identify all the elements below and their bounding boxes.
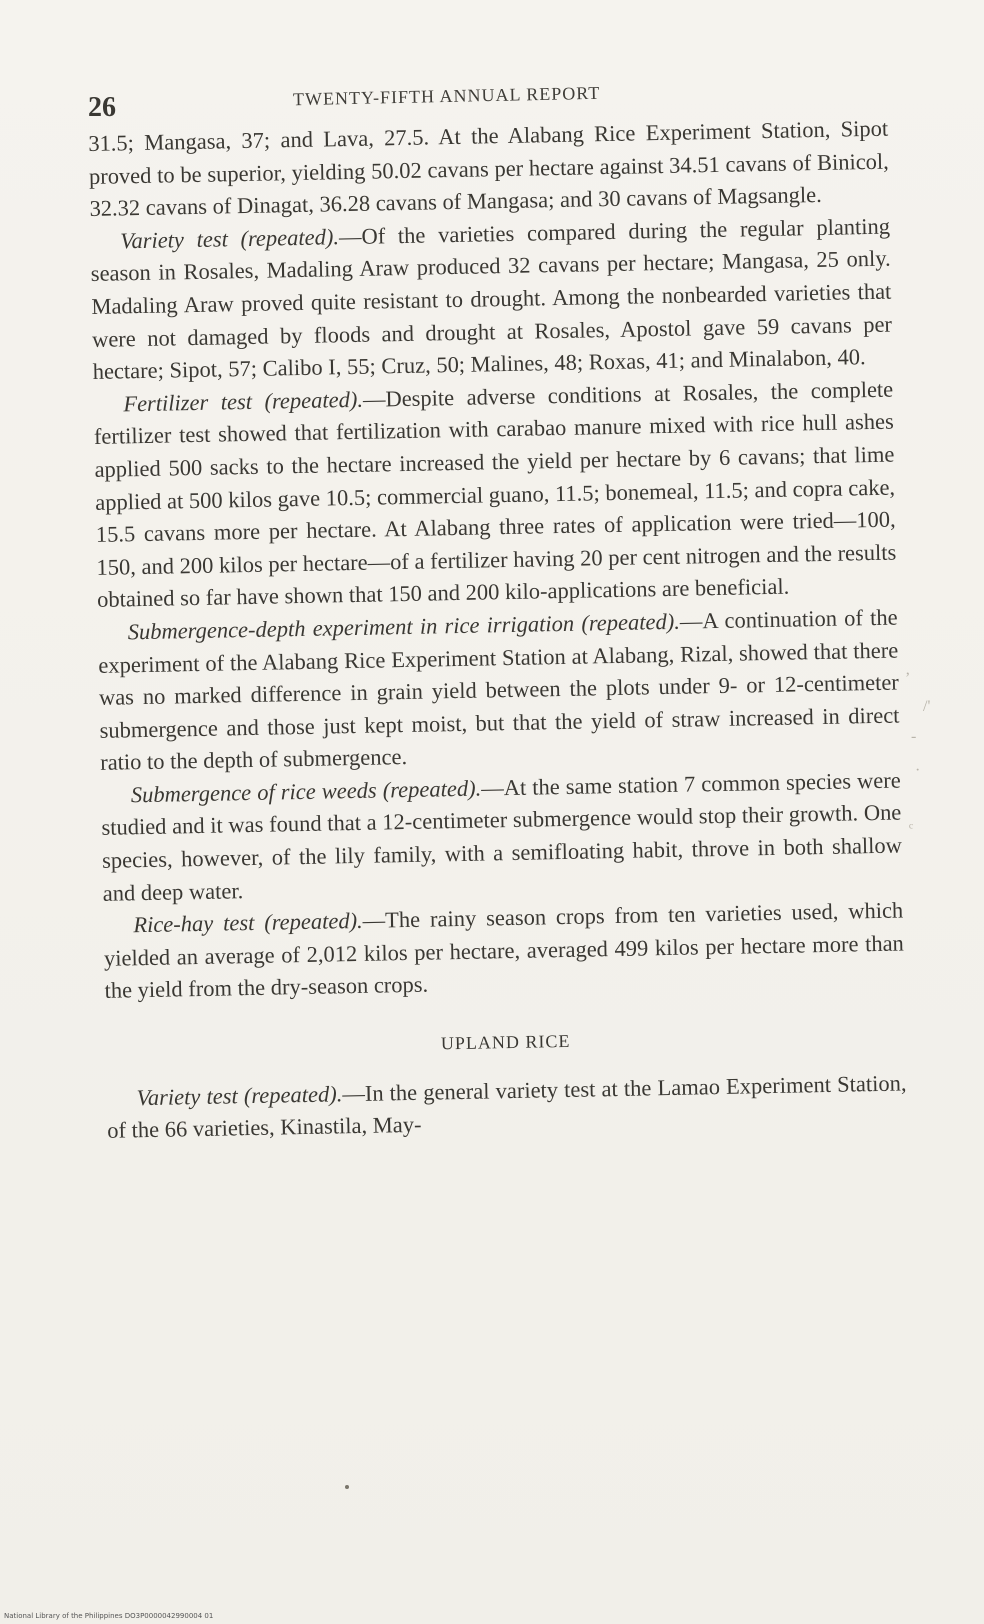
paragraph-text: —Despite adverse conditions at Rosales, the complete fertilizer test showed that fertilization with carabao manure mixed with rice hull ashes applied 500 sacks to the hectare increased the yield per hectare by 6 cavans; that lime applied at 500 kilos gave 10.5; commercial guano, 11.5; bonemeal, 11.5; and copra cake, 15.5 cavans more per hectare. At Alabang three rates of application were tried—100, 150, and 200 kilos per hectare—of a fertilizer having 20 per cent nitrogen and the results obtained so far have shown that 150 and 200 kilo-applications are beneficial. xyxy=(93,376,897,613)
paragraph-submergence-depth xyxy=(97,601,900,779)
running-head: TWENTY-FIFTH ANNUAL REPORT xyxy=(292,82,601,110)
paragraph-lead: Fertilizer test (repeated). xyxy=(123,386,364,417)
scanned-page: 26 TWENTY-FIFTH ANNUAL REPORT 31.5; Mangasa, 37; and Lava, 27.5. At the Alabang Rice Experiment Station, Sipot proved to be superior, yielding 50.02 cavans per hectare against 34.51 cavans of Binicol, 32.32 cavans of Dinagat, 36.28 cavans of Mangasa; and 30 cavans of Magsangle. Variety test (repeated).—Of the varieties compared during the regular planting season in Rosales, Madaling Araw produced 32 cavans per hectare; Mangasa, 25 only. Madaling Araw proved quite resistant to drought. Among the nonbearded varieties that were not damaged by floods and drought at Rosales, Apostol gave 59 cavans per hectare; Sipot, 57; Calibo I, 55; Cruz, 50; Malines, 48; Roxas, 41; and Minalabon, 40. Fertilizer test (repeated).—Despite adverse conditions at Rosales, the complete fertilizer test showed that fertilization with carabao manure mixed with rice hull ashes applied 500 sacks to the hectare increased the yield per hectare by 6 cavans; that lime applied at 500 kilos gave 10.5; commercial guano, 11.5; bonemeal, 11.5; and copra cake, 15.5 cavans more per hectare. At Alabang three rates of application were tried—100, 150, and 200 kilos per hectare—of a fertilizer having 20 per cent nitrogen and the results obtained so far have shown that 150 and 200 kilo-applications are beneficial. Submergence-depth experiment in rice irrigation (repeated).—A continuation of the experiment of the Alabang Rice Experiment Station at Alabang, Rizal, showed that there was no marked difference in grain yield between the plots under 9- or 12-centimeter submergence and those just kept moist, but that the yield of straw increased in direct ratio to the depth of submergence. Submergence of rice weeds (repeated).—At the same station 7 common species were studied and it was found that a 12-centimeter submergence would stop their growth. One species, however, of the lily family, with a semifloating habit, throve in both shallow and deep water. Rice-hay test (repeated).—The rainy season crops from ten varieties used, which yielded an average of 2,012 kilos per hectare, averaged 499 kilos per hectare more than the yield from the dry-season crops. UPLAND RICE Variety test (repeated).—In the general variety test at the Lamao Experiment Station, of the 66 varieties, Kinastila, May- ʼ /' ‐ · ᶜ National Library of the Philippines DO3P0000042990004 01 xyxy=(0,0,984,1624)
paragraph-text: —A continuation of the experiment of the Alabang Rice Experiment Station at Alabang, Rizal, showed that there was no marked difference in grain yield between the plots under 9- or 12-centimeter submergence and those just kept moist, but that the yield of straw increased in direct ratio to the depth of submergence. xyxy=(98,604,900,776)
paragraph-upland-variety-test xyxy=(106,1067,907,1148)
paragraph-lead: Variety test (repeated). xyxy=(119,223,340,254)
paragraph-rice-hay xyxy=(103,895,905,1008)
paragraph-text: —Of the varieties compared during the regular planting season in Rosales, Madaling Araw produced 32 cavans per hectare; Mangasa, 25 only. Madaling Araw proved quite resistant to drought. Among the nonbearded varieties that were not damaged by floods and drought at Rosales, Apostol gave 59 cavans per hectare; Sipot, 57; Calibo I, 55; Cruz, 50; Malines, 48; Roxas, 41; and Minalabon, 40. xyxy=(90,213,893,385)
paragraph-text: 31.5; Mangasa, 37; and Lava, 27.5. At the Alabang Rice Experiment Station, Sipot proved to be superior, yielding 50.02 cavans per hectare against 34.51 cavans of Binicol, 32.32 cavans of Dinagat, 36.28 cavans of Mangasa; and 30 cavans of Magsangle. xyxy=(88,115,890,222)
paragraph-text: —In the general variety test at the Lamao Experiment Station, of the 66 varieties, Kinastila, May- xyxy=(107,1070,907,1144)
paragraph-lead: Variety test (repeated). xyxy=(136,1080,343,1110)
paragraph-lead: Submergence-depth experiment in rice irrigation (repeated). xyxy=(127,608,681,645)
paragraph-lead: Rice-hay test (repeated). xyxy=(133,908,363,938)
paragraph-text: —The rainy season crops from ten varieties used, which yielded an average of 2,012 kilos per hectare, averaged 499 kilos per hectare more than the yield from the dry-season crops. xyxy=(103,897,905,1004)
ink-dot xyxy=(345,1485,349,1489)
section-heading-upland-rice: UPLAND RICE xyxy=(440,1030,571,1054)
paragraph-rice-weeds xyxy=(101,764,903,910)
paragraph-lead: Submergence of rice weeds (repeated). xyxy=(130,775,482,808)
body-text xyxy=(88,113,907,1148)
paragraph-variety-test xyxy=(90,210,893,388)
paragraph-text: —At the same station 7 common species were studied and it was found that a 12-centimeter submergence would stop their growth. One species, however, of the lily family, with a semifloating habit, throve in both shallow and deep water. xyxy=(101,767,903,906)
paragraph-continuation xyxy=(88,113,890,226)
page-number: 26 xyxy=(88,92,116,123)
scan-footer: National Library of the Philippines DO3P0000042990004 01 xyxy=(4,1612,214,1620)
paragraph-fertilizer-test xyxy=(93,373,897,616)
